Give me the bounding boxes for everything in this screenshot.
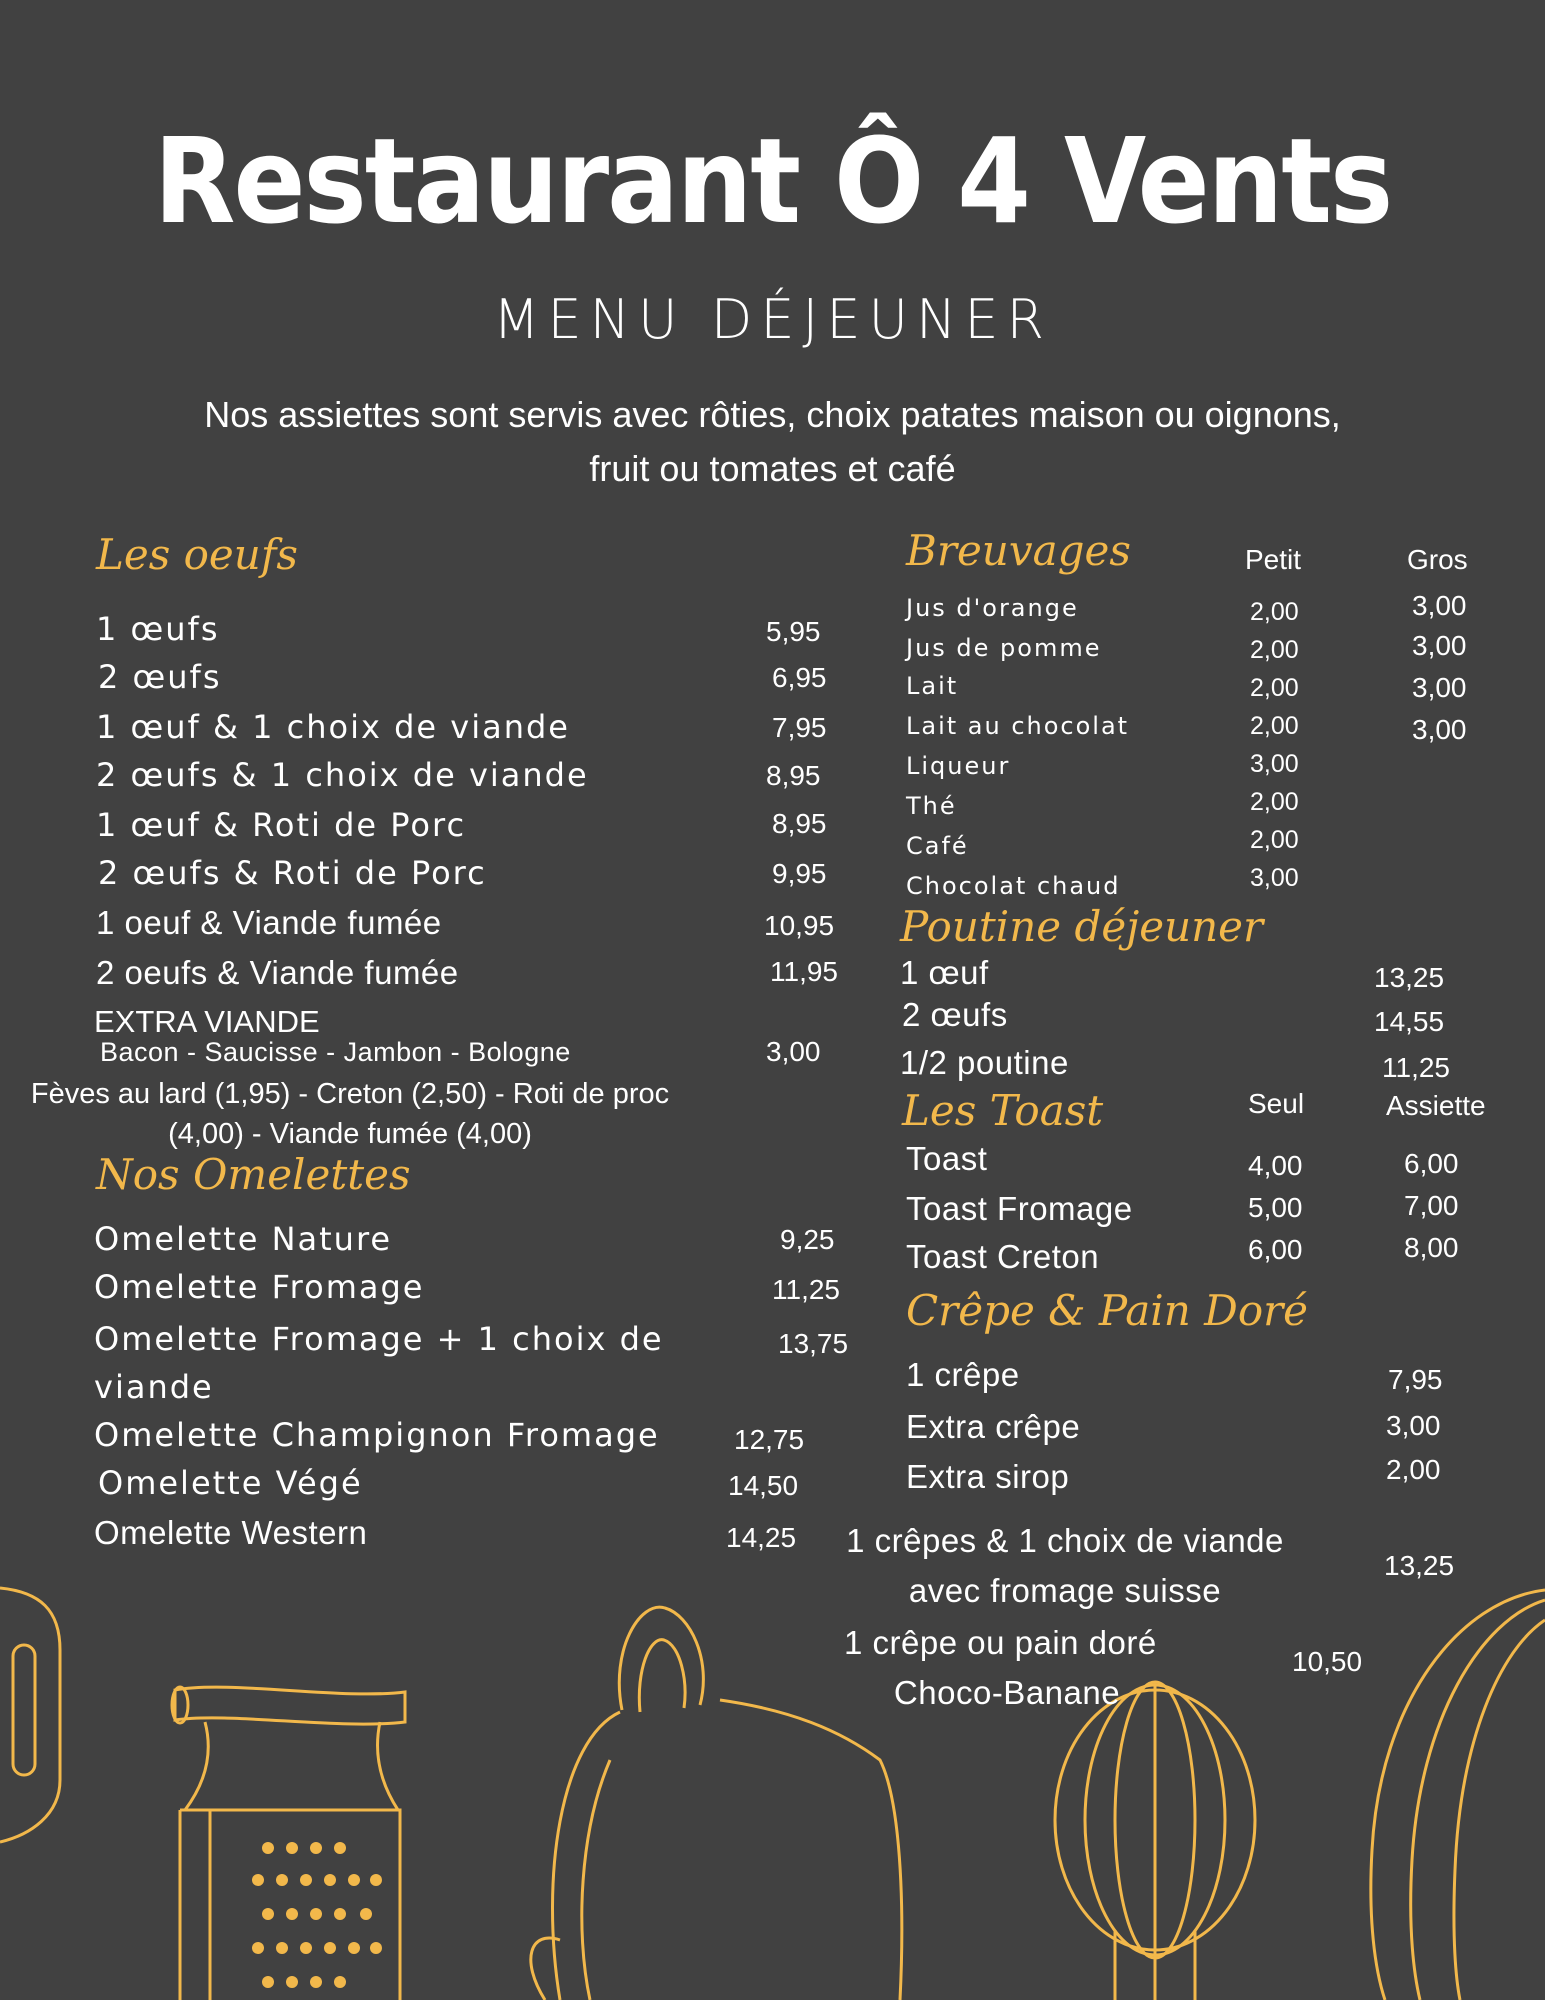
toast-item-name: Toast: [906, 1140, 988, 1177]
poutine-item-price: 13,25: [1374, 962, 1445, 993]
breuvage-item-name: Lait au chocolat: [906, 712, 1130, 740]
oeufs-item-price: 9,95: [772, 858, 827, 889]
toast-single-price: 6,00: [1248, 1234, 1303, 1265]
extra-viande-price: 3,00: [766, 1036, 821, 1067]
omelette-item-name: Omelette Champignon Fromage: [94, 1416, 660, 1454]
omelette-item-price: 11,25: [772, 1274, 840, 1305]
section-heading-poutine: Poutine déjeuner: [900, 902, 1264, 951]
omelette-item-price: 14,25: [726, 1522, 797, 1553]
breuvage-item-name: Liqueur: [906, 752, 1011, 780]
oeufs-item-name: 1 oeuf & Viande fumée: [96, 904, 442, 941]
breuvage-item-name: Lait: [906, 672, 959, 700]
toast-plate-price: 7,00: [1404, 1190, 1459, 1221]
section-heading-breuvages: Breuvages: [906, 526, 1131, 575]
crepe-special-1-line-1: 1 crêpes & 1 choix de viande: [846, 1522, 1284, 1559]
breuvage-small-price: 2,00: [1250, 598, 1299, 626]
breuvage-large-price: 3,00: [1412, 714, 1467, 745]
breuvage-large-price: 3,00: [1412, 672, 1467, 703]
restaurant-title: Restaurant Ô 4 Vents: [153, 112, 1392, 250]
breuvages-col-small: Petit: [1245, 544, 1302, 575]
crepe-special-2-line-1: 1 crêpe ou pain doré: [844, 1624, 1157, 1661]
breuvage-small-price: 3,00: [1250, 750, 1299, 778]
omelette-item-name: Omelette Western: [94, 1514, 368, 1551]
omelette-item-name: Omelette Végé: [98, 1464, 363, 1502]
crepe-special-2-line-2: Choco-Banane: [893, 1674, 1121, 1711]
toast-plate-price: 6,00: [1404, 1148, 1459, 1179]
breuvage-item-name: Thé: [906, 792, 957, 820]
oeufs-item-name: 2 œufs & 1 choix de viande: [96, 756, 589, 794]
omelette-item-price: 13,75: [778, 1328, 849, 1359]
breuvage-small-price: 2,00: [1250, 788, 1299, 816]
breuvage-small-price: 2,00: [1250, 826, 1299, 854]
oeufs-item-name: 2 oeufs & Viande fumée: [96, 954, 459, 991]
crepe-item-name: Extra crêpe: [906, 1408, 1081, 1445]
section-heading-toast: Les Toast: [902, 1086, 1104, 1135]
oeufs-item-price: 8,95: [766, 760, 821, 791]
oeufs-item-price: 6,95: [772, 662, 827, 693]
intro-line-2: fruit ou tomates et café: [589, 448, 956, 489]
omelette-item-name-cont: viande: [94, 1368, 214, 1406]
spatula-icon: [0, 1588, 60, 1842]
breuvage-small-price: 2,00: [1250, 636, 1299, 664]
menu-subtitle: MENU DÉJEUNER: [492, 288, 1053, 351]
omelette-item-price: 9,25: [780, 1224, 835, 1255]
oeufs-item-name: 1 œuf & Roti de Porc: [96, 806, 467, 844]
oeufs-item-name: 2 œufs: [98, 658, 222, 696]
crepe-item-name: Extra sirop: [906, 1458, 1070, 1495]
crepe-item-price: 3,00: [1386, 1410, 1441, 1441]
crepe-item-name: 1 crêpe: [906, 1356, 1020, 1393]
toast-item-name: Toast Creton: [906, 1238, 1100, 1275]
oeufs-item-price: 5,95: [766, 616, 821, 647]
breuvage-item-name: Jus d'orange: [906, 594, 1079, 622]
poutine-item-name: 2 œufs: [902, 996, 1008, 1033]
omelette-item-name: Omelette Nature: [94, 1220, 393, 1258]
section-heading-oeufs: Les oeufs: [96, 530, 298, 579]
oeufs-item-price: 10,95: [764, 910, 835, 941]
extra-viande-label: EXTRA VIANDE: [94, 1004, 320, 1039]
crepe-special-1-line-2: avec fromage suisse: [908, 1572, 1222, 1609]
toast-single-price: 4,00: [1248, 1150, 1303, 1181]
poutine-item-name: 1 œuf: [900, 954, 989, 991]
breuvage-item-name: Café: [906, 832, 969, 860]
breuvage-large-price: 3,00: [1412, 590, 1467, 621]
oeufs-item-price: 11,95: [770, 956, 838, 987]
toast-plate-price: 8,00: [1404, 1232, 1459, 1263]
extra-note-line-2: (4,00) - Viande fumée (4,00): [168, 1118, 532, 1150]
whisk-icon: [1055, 1682, 1255, 2000]
breuvage-small-price: 2,00: [1250, 674, 1299, 702]
breuvage-small-price: 2,00: [1250, 712, 1299, 740]
oeufs-item-name: 1 œufs: [96, 610, 220, 648]
grater-holes: [252, 1842, 382, 1988]
crepe-special-2-price: 10,50: [1292, 1646, 1363, 1677]
toast-item-name: Toast Fromage: [906, 1190, 1133, 1227]
omelette-item-name: Omelette Fromage + 1 choix de: [94, 1320, 664, 1358]
crepe-item-price: 2,00: [1386, 1454, 1441, 1485]
toast-single-price: 5,00: [1248, 1192, 1303, 1223]
omelette-item-price: 14,50: [728, 1470, 799, 1501]
breuvage-small-price: 3,00: [1250, 864, 1299, 892]
breuvage-large-price: 3,00: [1412, 630, 1467, 661]
toast-col-plate: Assiette: [1386, 1090, 1486, 1121]
crepe-special-1-price: 13,25: [1384, 1550, 1455, 1581]
toast-col-single: Seul: [1248, 1088, 1305, 1119]
breuvages-col-large: Gros: [1407, 544, 1468, 575]
intro-text: [0, 388, 1545, 496]
intro-line-1: Nos assiettes sont servis avec rôties, choix patates maison ou oignons,: [204, 394, 1341, 435]
oeufs-item-name: 1 œuf & 1 choix de viande: [96, 708, 570, 746]
section-heading-omelettes: Nos Omelettes: [96, 1150, 411, 1199]
extra-note-line-1: Fèves au lard (1,95) - Creton (2,50) - Roti de proc: [30, 1078, 670, 1110]
pan-icon: [1371, 1590, 1545, 2000]
breuvage-item-name: Jus de pomme: [906, 634, 1102, 662]
section-heading-crepe: Crêpe & Pain Doré: [906, 1286, 1309, 1335]
poutine-item-name: 1/2 poutine: [900, 1044, 1069, 1081]
measuring-cup-icon: [531, 1607, 902, 2000]
omelette-item-price: 12,75: [734, 1424, 805, 1455]
crepe-item-price: 7,95: [1388, 1364, 1443, 1395]
poutine-item-price: 14,55: [1374, 1006, 1445, 1037]
oeufs-item-price: 7,95: [772, 712, 827, 743]
oeufs-item-price: 8,95: [772, 808, 827, 839]
breuvage-item-name: Chocolat chaud: [906, 872, 1121, 900]
extra-viande-items: Bacon - Saucisse - Jambon - Bologne: [100, 1037, 571, 1067]
poutine-item-price: 11,25: [1382, 1052, 1450, 1083]
omelette-item-name: Omelette Fromage: [94, 1268, 425, 1306]
oeufs-item-name: 2 œufs & Roti de Porc: [98, 854, 487, 892]
